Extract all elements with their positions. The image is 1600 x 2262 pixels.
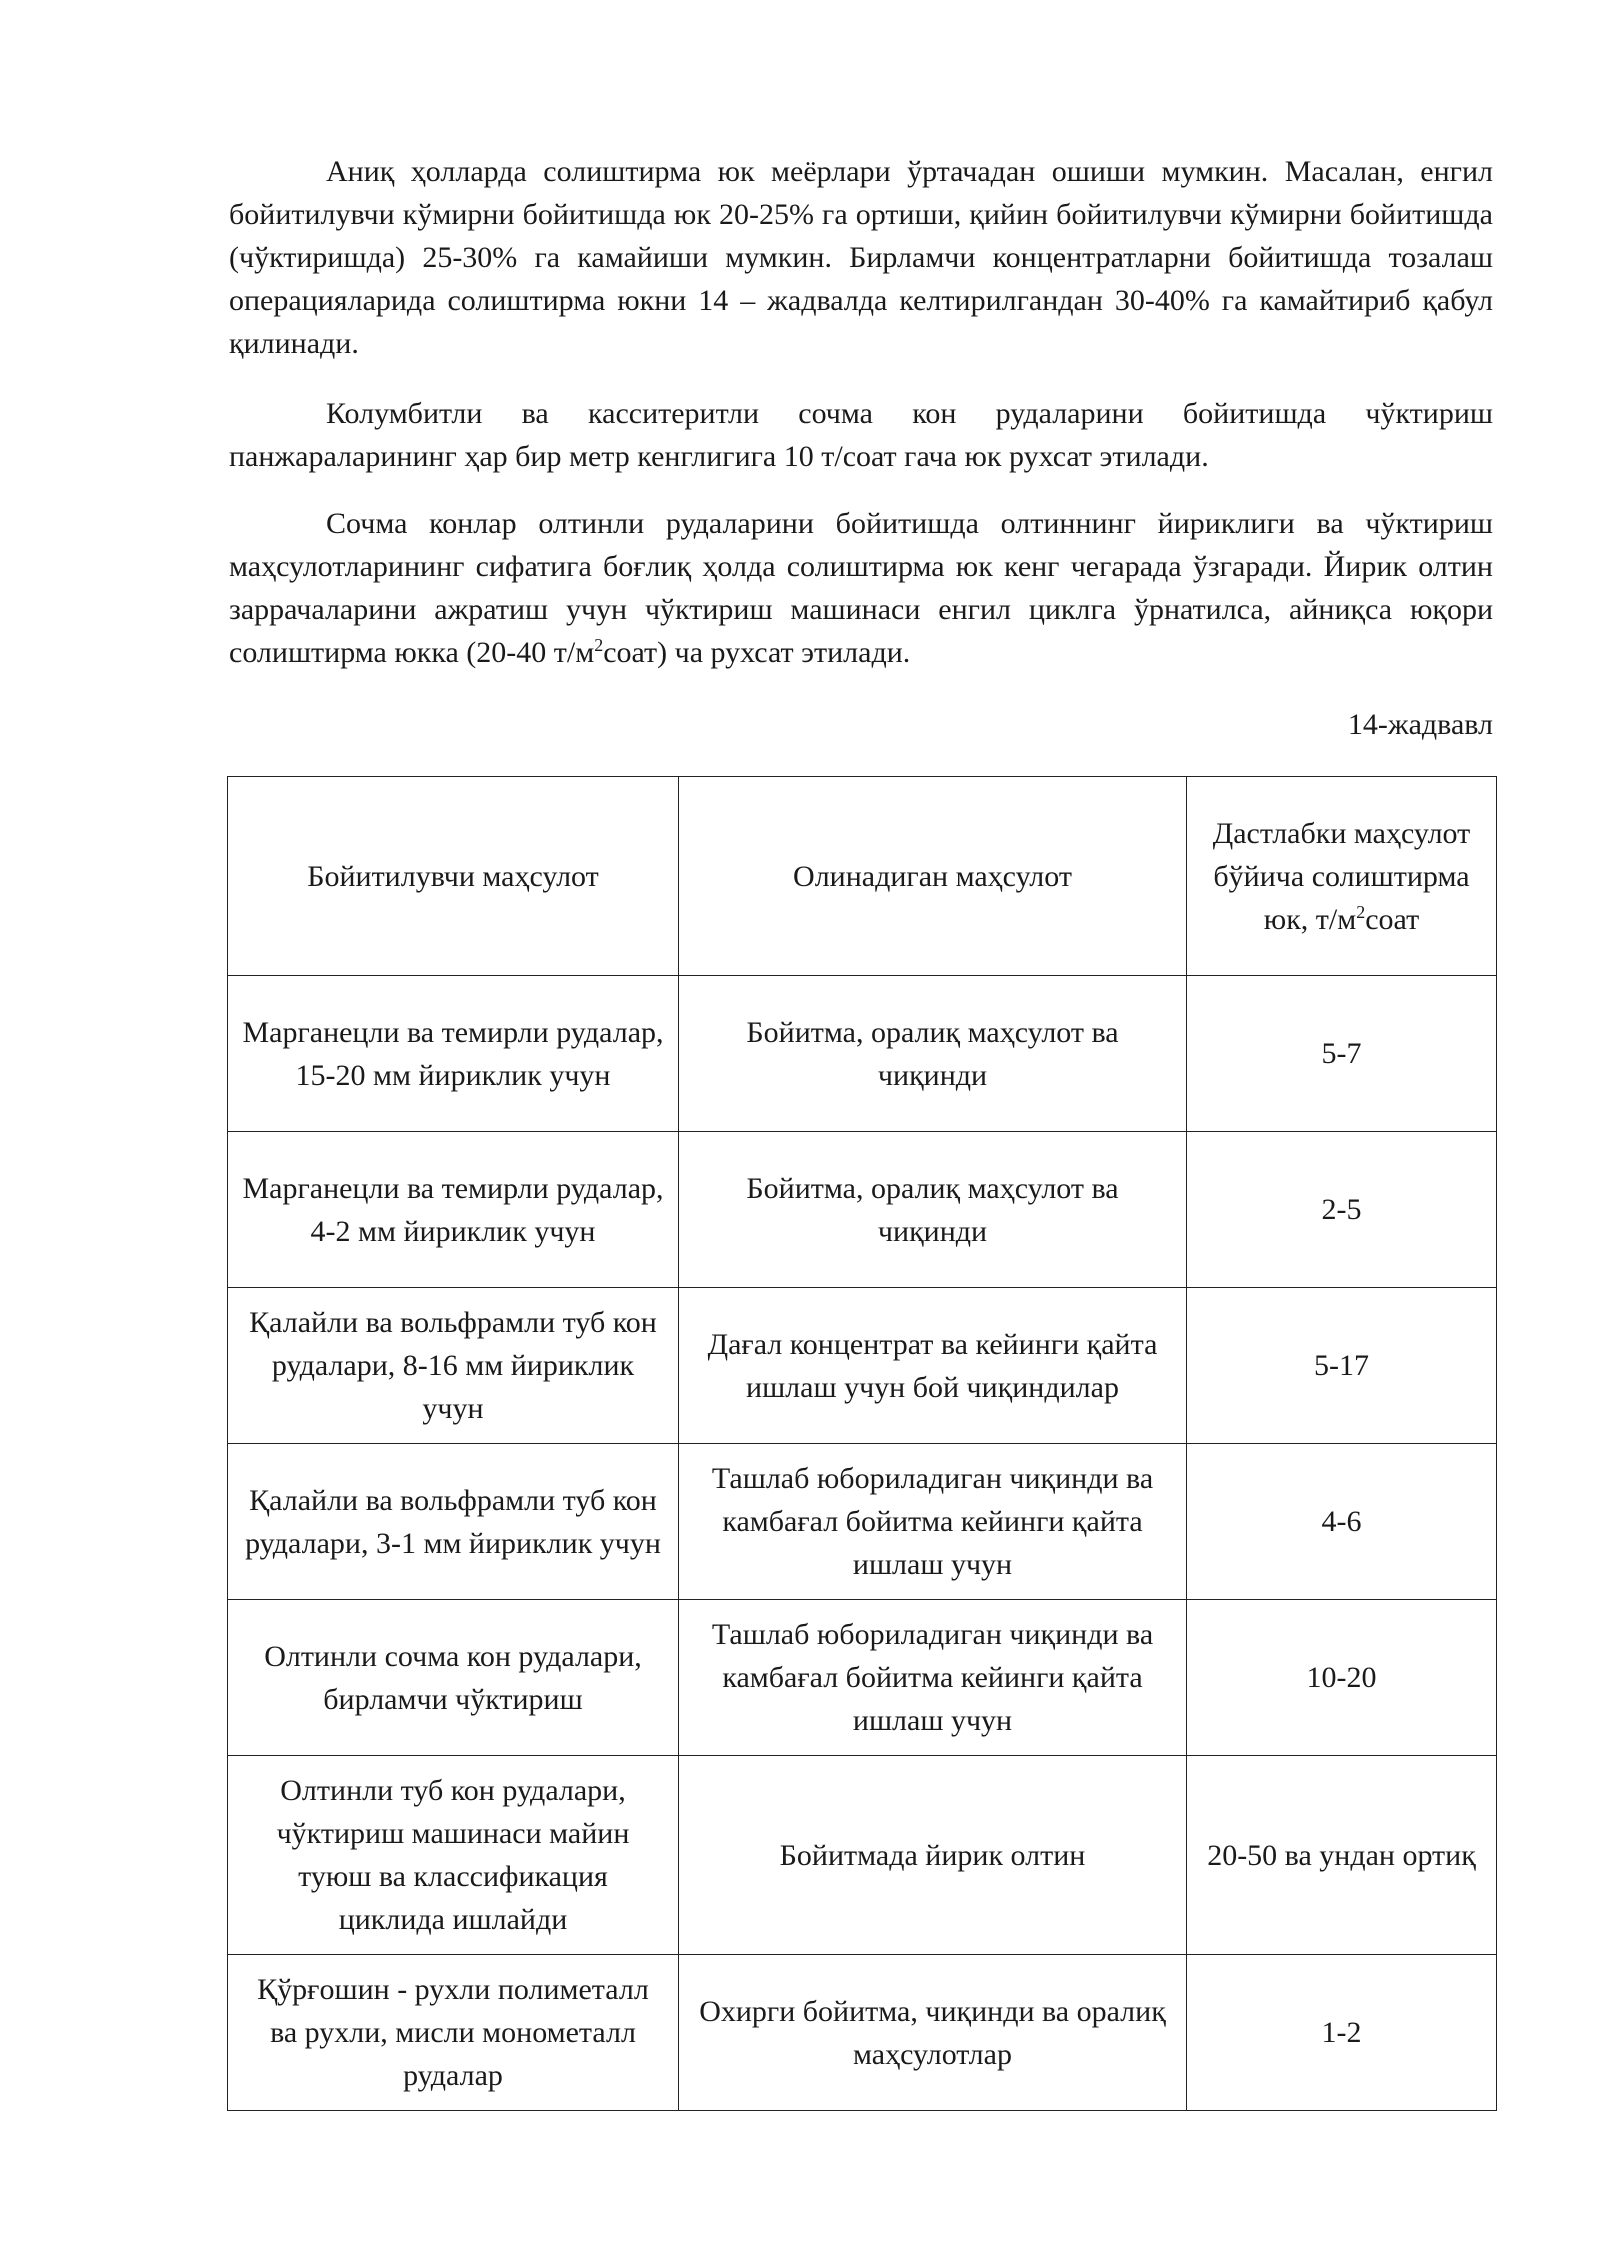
cell-input: Қалайли ва вольфрамли туб кон рудалари, 8-16 мм йириклик учун <box>228 1288 679 1444</box>
cell-load: 1-2 <box>1187 1955 1497 2111</box>
table-row <box>228 1444 1497 1600</box>
table-row <box>228 1756 1497 1955</box>
cell-input: Олтинли туб кон рудалари, чўктириш машинаси майин туюш ва классификация циклида ишлайди <box>228 1756 679 1955</box>
table-row <box>228 1955 1497 2111</box>
cell-input: Олтинли сочма кон рудалари, бирламчи чўктириш <box>228 1600 679 1756</box>
table-header-row <box>228 777 1497 976</box>
cell-output: Ташлаб юбориладиган чиқинди ва камбағал бойитма кейинги қайта ишлаш учун <box>679 1444 1187 1600</box>
header-specific-load <box>1187 777 1497 976</box>
cell-input: Марганецли ва темирли рудалар, 15-20 мм йириклик учун <box>228 976 679 1132</box>
table-row <box>228 1132 1497 1288</box>
header-text: соат <box>1365 902 1420 936</box>
cell-load: 5-7 <box>1187 976 1497 1132</box>
paragraph: Аниқ ҳолларда солиштирма юк меёрлари ўртачадан ошиши мумкин. Масалан, енгил бойитилувчи кўмирни бойитишда юк 20-25% га ортиши, қийин бойитилувчи кўмирни бойитишда (чўктиришда) 25-30% га камайиши мумкин. Бирламчи концентратларни бойитишда тозалаш операцияларида солиштирма юкни 14 – жадвалда келтирилгандан 30-40% га камайтириб қабул қилинади. <box>229 155 1493 360</box>
table-row <box>228 976 1497 1132</box>
paragraph-text: соат) ча рухсат этилади. <box>603 636 911 669</box>
cell-output: Дағал концентрат ва кейинги қайта ишлаш учун бой чиқиндилар <box>679 1288 1187 1444</box>
header-text: Дастлабки маҳсулот бўйича солиштирма юк, т/м <box>1212 816 1471 936</box>
cell-load: 4-6 <box>1187 1444 1497 1600</box>
cell-output: Бойитмада йирик олтин <box>679 1756 1187 1955</box>
cell-input: Қалайли ва вольфрамли туб кон рудалари, 3-1 мм йириклик учун <box>228 1444 679 1600</box>
header-input-product: Бойитилувчи маҳсулот <box>228 777 679 976</box>
cell-output: Охирги бойитма, чиқинди ва оралиқ маҳсулотлар <box>679 1955 1187 2111</box>
paragraph <box>229 502 1493 674</box>
table-row <box>228 1288 1497 1444</box>
paragraph: Колумбитли ва касситеритли сочма кон рудаларини бойитишда чўктириш панжараларининг ҳар бир метр кенглигига 10 т/соат гача юк рухсат этилади. <box>229 397 1493 473</box>
cell-input: Қўрғошин - рухли полиметалл ва рухли, мисли монометалл рудалар <box>228 1955 679 2111</box>
header-output-product: Олинадиган маҳсулот <box>679 777 1187 976</box>
table-caption: 14-жадвавл <box>1347 708 1493 741</box>
superscript: 2 <box>1356 901 1366 922</box>
cell-input: Марганецли ва темирли рудалар, 4-2 мм йириклик учун <box>228 1132 679 1288</box>
superscript: 2 <box>594 635 604 655</box>
data-table <box>227 776 1497 2111</box>
cell-output: Бойитма, оралиқ маҳсулот ва чиқинди <box>679 1132 1187 1288</box>
cell-load: 20-50 ва ундан ортиқ <box>1187 1756 1497 1955</box>
cell-load: 10-20 <box>1187 1600 1497 1756</box>
table-row <box>228 1600 1497 1756</box>
cell-load: 5-17 <box>1187 1288 1497 1444</box>
cell-load: 2-5 <box>1187 1132 1497 1288</box>
paragraph-text: Сочма конлар олтинли рудаларини бойитишда олтиннинг йириклиги ва чўктириш маҳсулотларининг сифатига боғлиқ ҳолда солиштирма юк кенг чегарада ўзгаради. Йирик олтин заррачаларини ажратиш учун чўктириш машинаси енгил циклга ўрнатилса, айниқса юқори солиштирма юкка (20-40 т/м <box>229 507 1493 669</box>
cell-output: Ташлаб юбориладиган чиқинди ва камбағал бойитма кейинги қайта ишлаш учун <box>679 1600 1187 1756</box>
cell-output: Бойитма, оралиқ маҳсулот ва чиқинди <box>679 976 1187 1132</box>
